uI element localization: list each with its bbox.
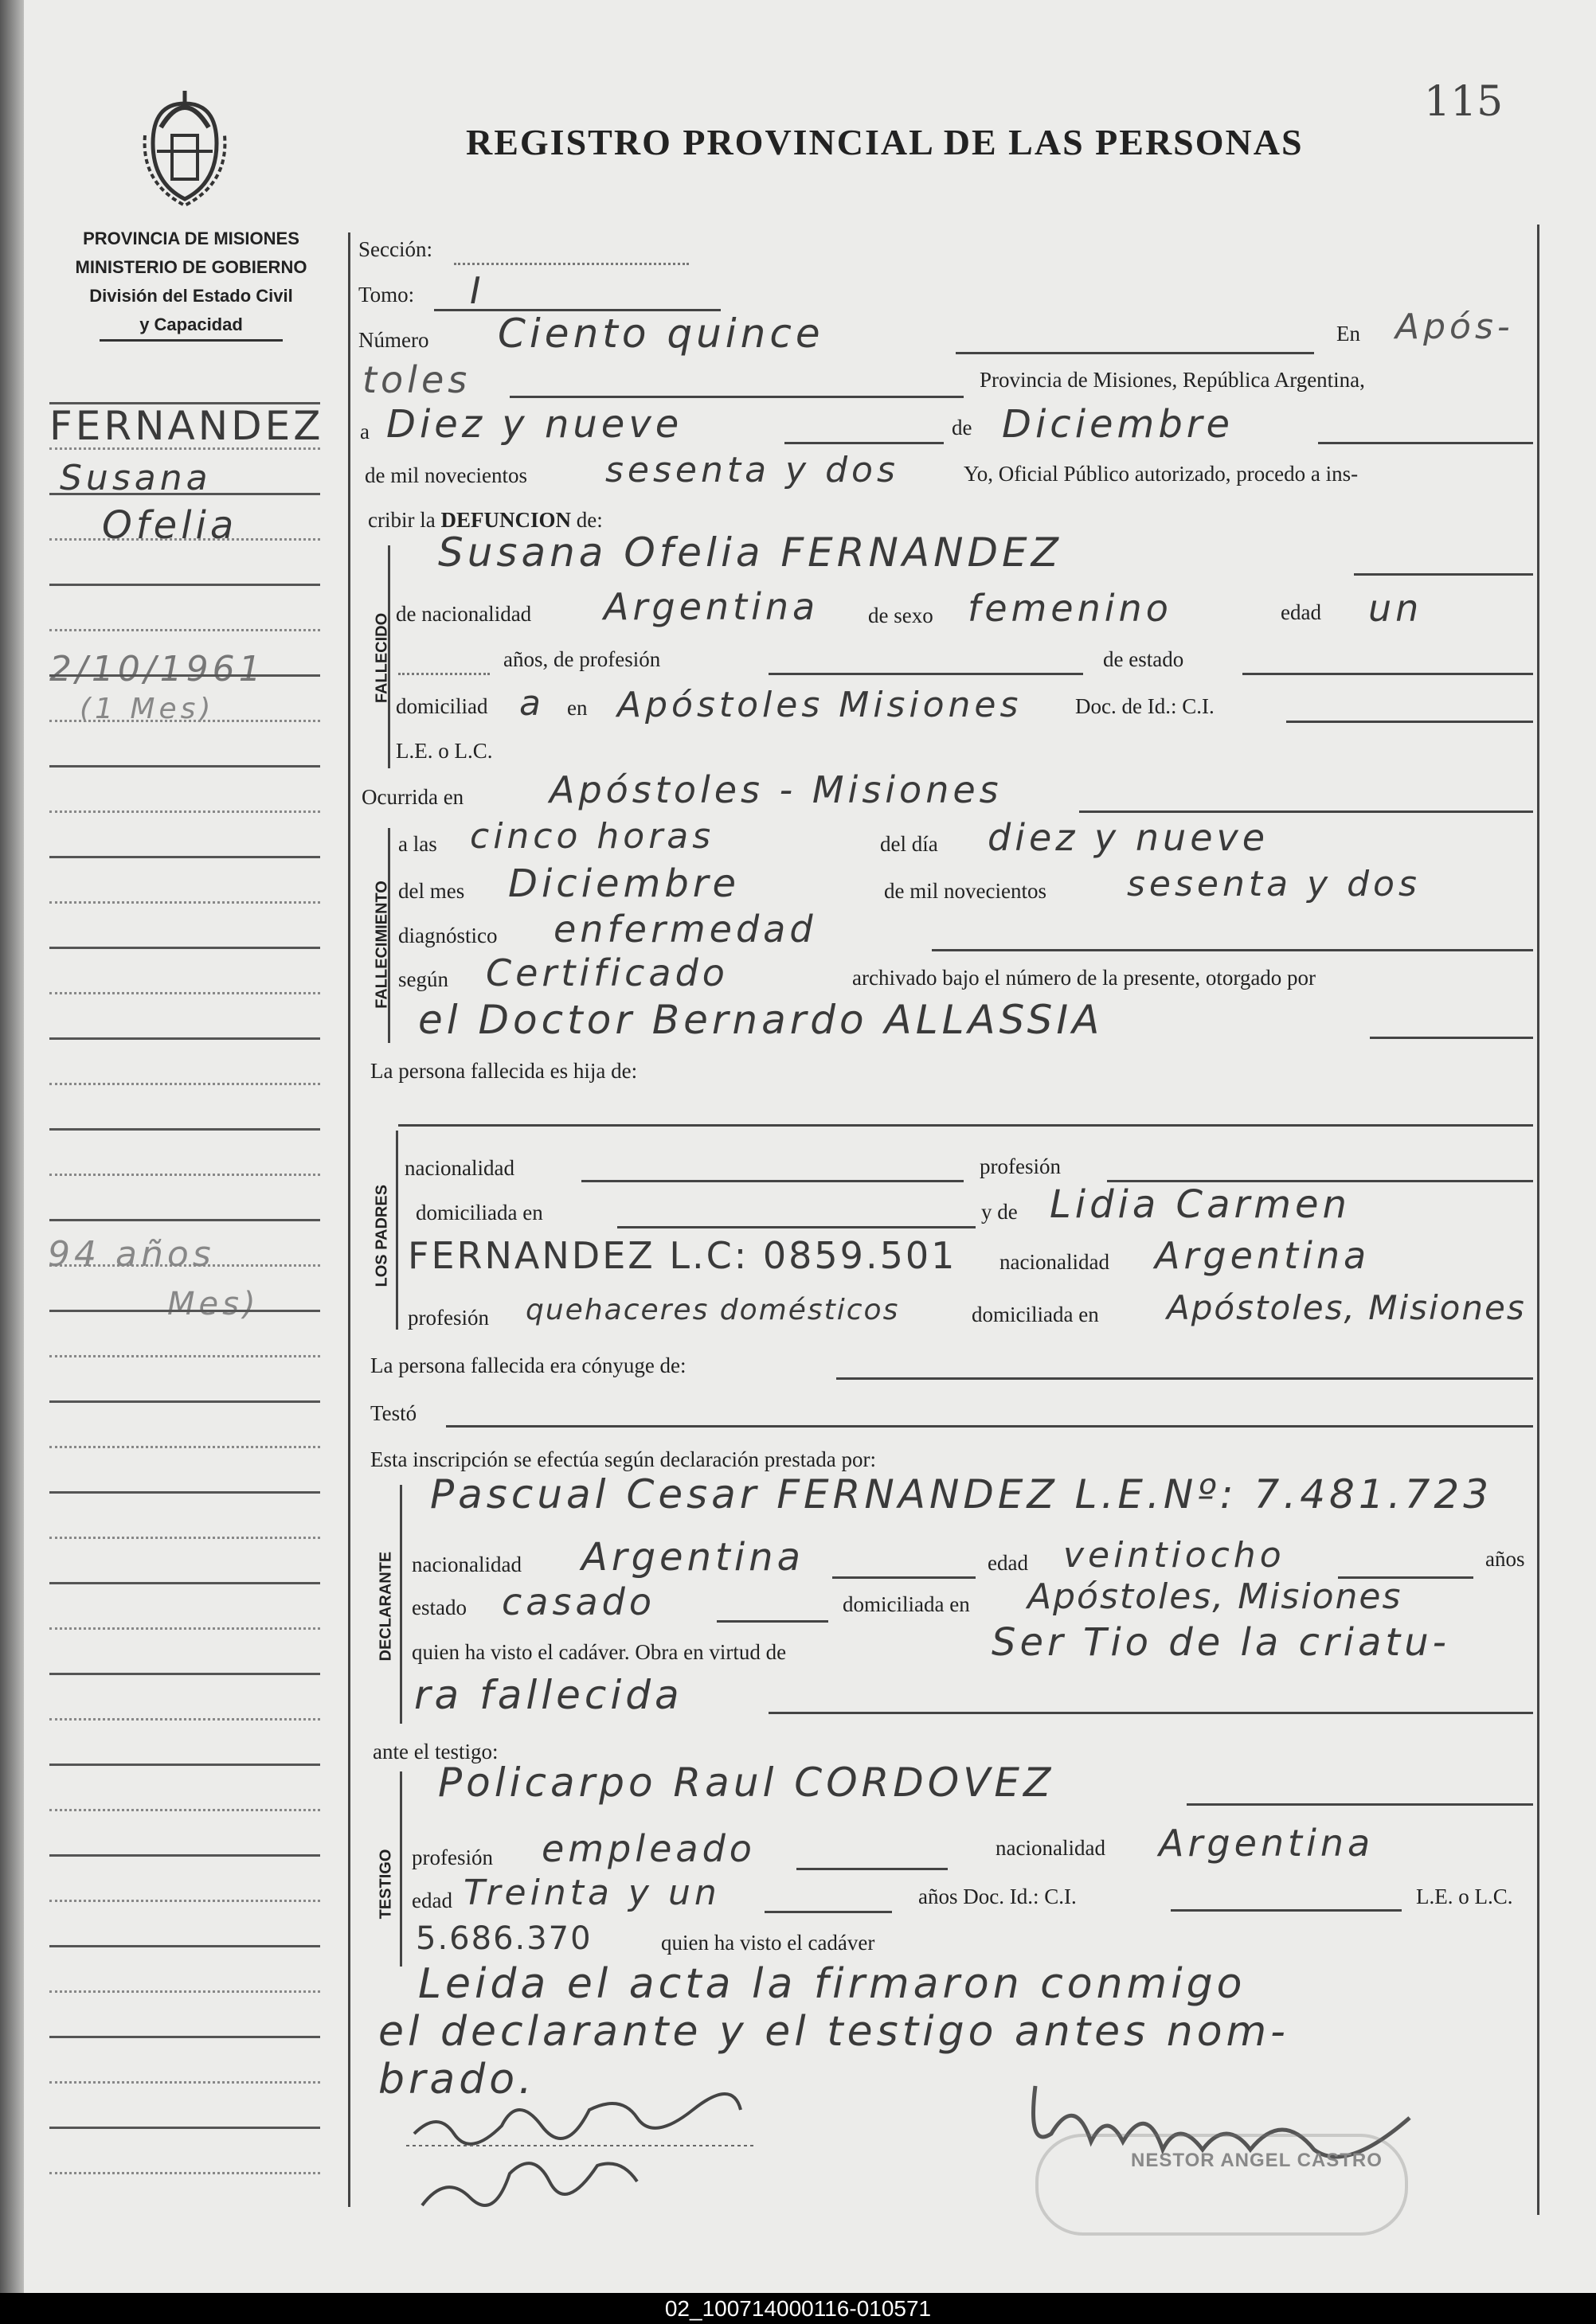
margin-ruling-line <box>49 1764 320 1766</box>
label-conyuge: La persona fallecida era cónyuge de: <box>370 1353 687 1377</box>
label-estado-decl: estado <box>412 1596 467 1619</box>
margin-ruling-line <box>49 2172 320 2174</box>
label-ante-testigo: ante el testigo: <box>373 1740 499 1764</box>
official-stamp <box>1035 2134 1408 2236</box>
label-de-mil: de mil novecientos <box>365 463 527 487</box>
section-los-padres: LOS PADRES <box>373 1184 391 1287</box>
value-domiciliad-suffix: a <box>519 683 545 724</box>
value-cierre-1: Leida el acta la firmaron conmigo <box>418 1960 1246 2008</box>
value-decl-edad: veintiocho <box>1063 1535 1285 1576</box>
margin-ruling-line <box>49 1400 320 1403</box>
label-del-mes: del mes <box>398 879 465 903</box>
label-quien-visto: quien ha visto el cadáver. Obra en virtud de <box>412 1640 787 1664</box>
value-virtud-1: Ser Tio de la criatu- <box>992 1620 1450 1665</box>
label-nacionalidad-testigo: nacionalidad <box>996 1836 1105 1860</box>
authority-block <box>48 225 334 342</box>
margin-ruling-line <box>49 1854 320 1857</box>
value-lugar-2: toles <box>362 358 471 401</box>
value-hora: cinco horas <box>470 816 715 857</box>
margin-ruling-line <box>49 1446 320 1448</box>
value-cierre-3: brado. <box>378 2056 536 2103</box>
section-fallecimiento: FALLECIMIENTO <box>373 881 391 1009</box>
signature-declarante <box>406 2086 773 2221</box>
label-profesion-testigo: profesión <box>412 1846 493 1869</box>
label-en-domicilio: en <box>567 696 588 720</box>
page-number: 115 <box>1424 78 1504 126</box>
margin-ruling-line <box>49 1083 320 1085</box>
margin-ruling-line <box>49 1900 320 1902</box>
section-declarante: DECLARANTE <box>377 1551 395 1662</box>
label-nacionalidad-madre: nacionalidad <box>999 1250 1109 1274</box>
value-decl-estado: casado <box>502 1580 655 1623</box>
label-tomo: Tomo: <box>358 283 415 307</box>
value-sexo: femenino <box>968 587 1172 630</box>
label-le-o-lc: L.E. o L.C. <box>1416 1885 1513 1908</box>
label-oficial: Yo, Oficial Público autorizado, procedo a ins- <box>964 462 1359 486</box>
label-de: de <box>952 416 972 439</box>
label-segun: según <box>398 967 448 991</box>
authority-line-3: División del Estado Civil <box>89 286 293 306</box>
margin-ruling-line <box>49 720 320 722</box>
label-anos-decl: años <box>1485 1547 1525 1571</box>
value-dia-fallecimiento: diez y nueve <box>988 816 1269 859</box>
value-edad: un <box>1368 587 1423 630</box>
section-fallecido: FALLECIDO <box>373 612 391 704</box>
value-mes: Diciembre <box>1002 402 1234 447</box>
value-decl-nac: Argentina <box>581 1535 804 1580</box>
margin-ruling-line <box>49 1264 320 1267</box>
label-le-lc: L.E. o L.C. <box>396 739 493 763</box>
value-test-edad: Treinta y un <box>464 1873 721 1913</box>
margin-surname: FERNANDEZ <box>49 403 324 449</box>
value-anio: sesenta y dos <box>605 450 899 490</box>
footer-id: 02_100714000116-010571 <box>0 2293 1596 2324</box>
value-test-prof: empleado <box>542 1827 756 1870</box>
label-anos-profesion: años, de profesión <box>503 647 661 671</box>
margin-ruling-line <box>49 2081 320 2084</box>
margin-ruling-line <box>49 947 320 949</box>
label-en: En <box>1336 322 1360 346</box>
margin-ruling-line <box>49 1537 320 1539</box>
label-nacionalidad-padre: nacionalidad <box>405 1156 514 1180</box>
margin-ruling-line <box>49 1718 320 1721</box>
label-de-nacionalidad: de nacionalidad <box>396 602 532 626</box>
label-domiciliad: domiciliad <box>396 694 488 718</box>
officer-name: NESTOR ANGEL CASTRO <box>1131 2150 1383 2171</box>
value-virtud-2: ra fallecida <box>414 1672 683 1718</box>
margin-ruling-line <box>49 1627 320 1630</box>
value-domicilio: Apóstoles Misiones <box>617 685 1023 725</box>
label-declaracion: Esta inscripción se efectúa según declaración prestada por: <box>370 1447 876 1471</box>
label-profesion-padre: profesión <box>980 1154 1061 1178</box>
label-hija-de: La persona fallecida es hija de: <box>370 1059 638 1083</box>
label-ocurrida-en: Ocurrida en <box>362 785 464 809</box>
label-edad: edad <box>1281 600 1321 624</box>
label-domiciliada-en: domiciliada en <box>416 1201 543 1224</box>
label-de-sexo: de sexo <box>868 603 933 627</box>
value-test-doc: 5.686.370 <box>416 1920 593 1957</box>
value-nacionalidad: Argentina <box>604 585 820 628</box>
margin-ruling-line <box>49 1491 320 1494</box>
frame-left <box>348 232 350 2207</box>
label-nacionalidad-decl: nacionalidad <box>412 1553 522 1576</box>
authority-line-2: MINISTERIO DE GOBIERNO <box>75 257 307 277</box>
margin-ruling-line <box>49 1582 320 1584</box>
label-anos-doc: años Doc. Id.: C.I. <box>918 1885 1077 1908</box>
margin-ruling-line <box>49 1037 320 1040</box>
margin-ruling-line <box>49 2127 320 2129</box>
margin-ruling-line <box>49 1128 320 1131</box>
label-y-de: y de <box>981 1200 1018 1224</box>
label-quien-visto-2: quien ha visto el cadáver <box>661 1931 875 1955</box>
margin-ruling-line <box>49 584 320 586</box>
value-nombre: Susana Ofelia FERNANDEZ <box>438 529 1062 576</box>
margin-ruling-line <box>49 1945 320 1947</box>
margin-ruling-line <box>49 1809 320 1811</box>
value-madre: Lidia Carmen <box>1050 1182 1351 1227</box>
margin-ruling-line <box>49 1174 320 1176</box>
value-numero: Ciento quince <box>498 311 824 357</box>
value-testigo: Policarpo Raul CORDOVEZ <box>438 1760 1055 1806</box>
margin-ruling-line <box>49 2036 320 2038</box>
label-domiciliada-en-madre: domiciliada en <box>972 1303 1099 1326</box>
margin-ruling-line <box>49 992 320 994</box>
label-de-mil-nov: de mil novecientos <box>884 879 1046 903</box>
value-decl-dom: Apóstoles, Misiones <box>1027 1576 1402 1617</box>
label-profesion-madre: profesión <box>408 1306 489 1330</box>
value-diagnostico: enfermedad <box>554 908 817 951</box>
value-segun: Certificado <box>486 951 729 994</box>
margin-age-note-2: Mes) <box>167 1286 260 1322</box>
margin-birth-date: 2/10/1961 <box>49 649 265 689</box>
margin-ruling-line <box>49 1219 320 1221</box>
margin-age-note: 94 años <box>48 1234 215 1275</box>
value-test-nac: Argentina <box>1159 1822 1375 1865</box>
margin-given-1: Susana <box>60 458 212 498</box>
label-numero: Número <box>358 328 429 352</box>
margin-ruling-line <box>49 493 320 495</box>
margin-ruling-line <box>49 856 320 858</box>
margin-ruling-line <box>49 402 320 404</box>
coat-of-arms-icon <box>137 88 233 207</box>
label-doc-id: Doc. de Id.: C.I. <box>1075 694 1215 718</box>
page-title: REGISTRO PROVINCIAL DE LAS PERSONAS <box>466 122 1304 162</box>
label-archivado: archivado bajo el número de la presente, otorgado por <box>852 966 1316 990</box>
margin-ruling-line <box>49 901 320 904</box>
authority-line-1: PROVINCIA DE MISIONES <box>83 228 299 248</box>
margin-ruling-line <box>49 1990 320 1993</box>
margin-ruling-line <box>49 1355 320 1357</box>
label-a: a <box>360 420 370 443</box>
label-edad-decl: edad <box>988 1551 1028 1575</box>
label-diagnostico: diagnóstico <box>398 924 498 947</box>
value-tomo: I <box>470 269 485 312</box>
label-a-las: a las <box>398 832 437 856</box>
value-ocurrida: Apóstoles - Misiones <box>550 768 1003 811</box>
margin-given-2: Ofelia <box>102 503 238 548</box>
margin-ruling-line <box>49 1673 320 1675</box>
value-anio-fallecimiento: sesenta y dos <box>1127 864 1421 904</box>
label-de-estado: de estado <box>1103 647 1184 671</box>
margin-ruling-line <box>49 674 320 677</box>
margin-ruling-line <box>49 447 320 450</box>
value-mes-fallecimiento: Diciembre <box>508 861 741 906</box>
frame-right <box>1537 225 1539 2215</box>
label-cribir: cribir la DEFUNCION de: <box>368 508 603 532</box>
value-medico: el Doctor Bernardo ALLASSIA <box>418 997 1104 1043</box>
label-edad-testigo: edad <box>412 1888 452 1912</box>
label-del-dia: del día <box>880 832 938 856</box>
margin-ruling-line <box>49 1310 320 1312</box>
margin-ruling-line <box>49 765 320 768</box>
authority-line-4: y Capacidad <box>100 311 283 342</box>
value-madre-nac: Argentina <box>1155 1234 1371 1277</box>
margin-ruling-line <box>49 810 320 813</box>
value-declarante: Pascual Cesar FERNANDEZ L.E.Nº: 7.481.723 <box>430 1471 1493 1517</box>
label-provincia: Provincia de Misiones, República Argentina, <box>980 368 1365 392</box>
margin-birth-note: (1 Mes) <box>80 693 215 725</box>
value-dia: Diez y nueve <box>386 402 683 447</box>
label-domiciliada-decl: domiciliada en <box>843 1592 970 1616</box>
margin-ruling-line <box>49 538 320 541</box>
value-madre-prof: quehaceres domésticos <box>526 1294 900 1326</box>
value-cierre-2: el declarante y el testigo antes nom- <box>378 2008 1289 2056</box>
value-lugar-1: Após- <box>1395 307 1514 347</box>
margin-ruling-line <box>49 629 320 631</box>
section-testigo: TESTIGO <box>377 1849 395 1920</box>
scan-edge <box>0 0 24 2293</box>
value-madre-2: FERNANDEZ L.C: 0859.501 <box>408 1234 957 1277</box>
label-seccion: Sección: <box>358 237 432 261</box>
value-madre-dom: Apóstoles, Misiones <box>1167 1288 1526 1327</box>
label-testo: Testó <box>370 1401 417 1425</box>
